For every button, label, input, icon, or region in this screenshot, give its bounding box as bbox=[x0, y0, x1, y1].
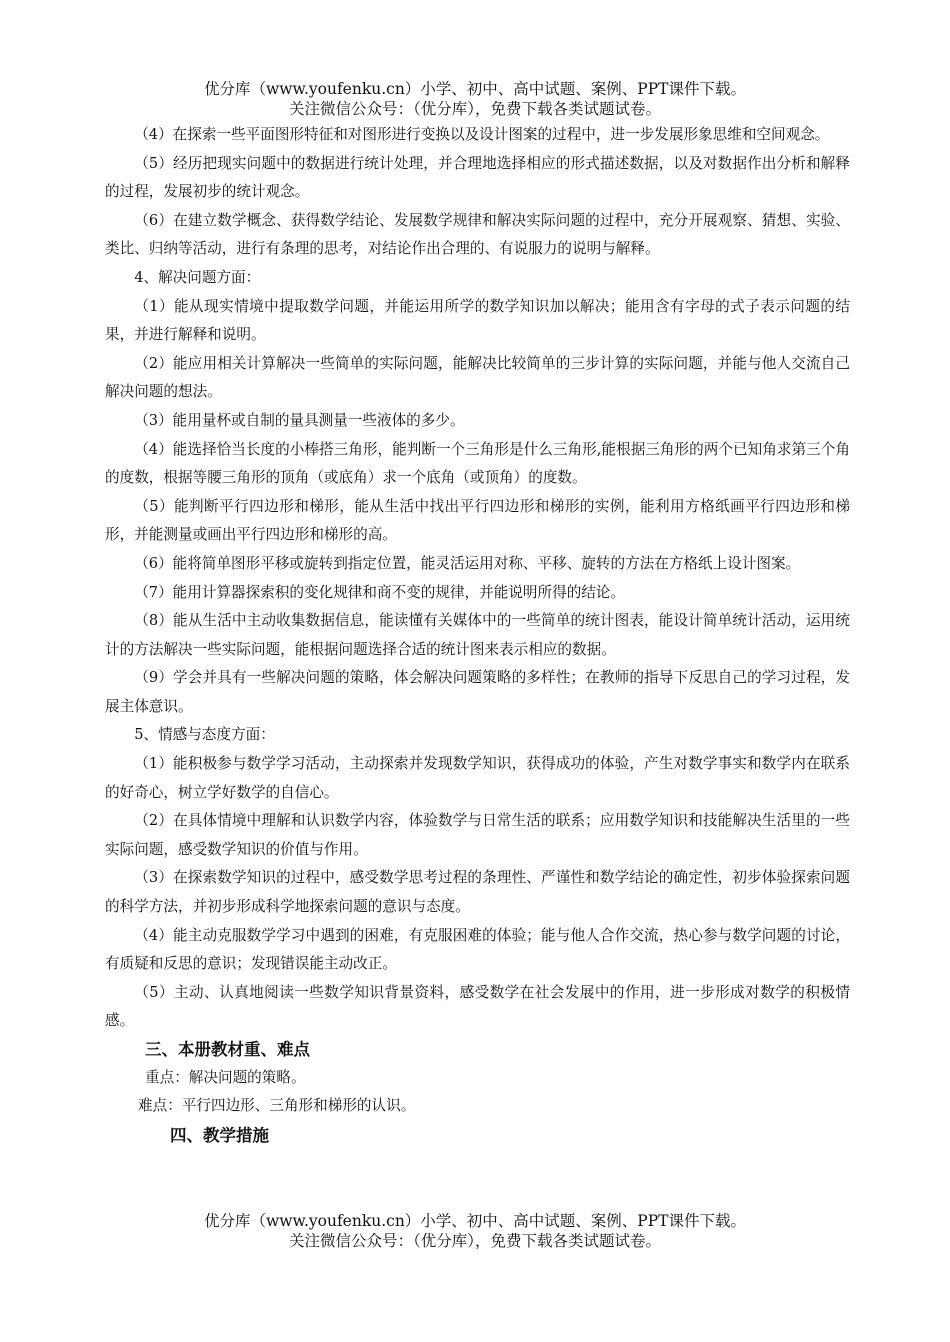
paragraph: （6）在建立数学概念、获得数学结论、发展数学规律和解决实际问题的过程中，充分开展观察、猜想、实验、类比、归纳等活动，进行有条理的思考，对结论作出合理的、有说服力的说明与解释。 bbox=[105, 211, 850, 258]
paragraph: （4）能主动克服数学学习中遇到的困难，有克服困难的体验；能与他人合作交流，热心参与数学问题的讨论，有质疑和反思的意识；发现错误能主动改正。 bbox=[105, 926, 850, 973]
paragraph: （5）能判断平行四边形和梯形，能从生活中找出平行四边形和梯形的实例，能利用方格纸画平行四边形和梯形，并能测量或画出平行四边形和梯形的高。 bbox=[105, 497, 850, 544]
paragraph: （1）能从现实情境中提取数学问题，并能运用所学的数学知识加以解决；能用含有字母的式子表示问题的结果，并进行解释和说明。 bbox=[105, 297, 850, 344]
header-banner bbox=[0, 79, 950, 119]
document-body bbox=[105, 121, 850, 1150]
paragraph: （4）能选择恰当长度的小棒搭三角形，能判断一个三角形是什么三角形,能根据三角形的两个已知角求第三个角的度数，根据等腰三角形的顶角（或底角）求一个底角（或顶角）的度数。 bbox=[105, 440, 850, 487]
paragraph: （5）经历把现实问题中的数据进行统计处理，并合理地选择相应的形式描述数据，以及对数据作出分析和解释的过程，发展初步的统计观念。 bbox=[105, 154, 850, 201]
paragraph: （3）在探索数学知识的过程中，感受数学思考过程的条理性、严谨性和数学结论的确定性，初步体验探索问题的科学方法，并初步形成科学地探索问题的意识与态度。 bbox=[105, 869, 850, 916]
paragraph: （8）能从生活中主动收集数据信息，能读懂有关媒体中的一些简单的统计图表，能设计简单统计活动，运用统计的方法解决一些实际问题，能根据问题选择合适的统计图来表示相应的数据。 bbox=[105, 612, 850, 658]
paragraph: （3）能用量杯或自制的量具测量一些液体的多少。 bbox=[134, 411, 465, 429]
banner-line-1: 优分库（www.youfenku.cn）小学、初中、高中试题、案例、PPT课件下载。 bbox=[203, 1212, 747, 1230]
banner-line-2: 关注微信公众号：（优分库），免费下载各类试题试卷。 bbox=[288, 1232, 661, 1250]
subsection-heading: 4、解决问题方面： bbox=[134, 268, 261, 286]
difficult-point: 难点：平行四边形、三角形和梯形的认识。 bbox=[138, 1097, 416, 1114]
section-heading: 三、本册教材重、难点 bbox=[145, 1040, 310, 1059]
paragraph: （2）在具体情境中理解和认识数学内容，体验数学与日常生活的联系；应用数学知识和技能解决生活里的一些实际问题，感受数学知识的价值与作用。 bbox=[105, 812, 850, 858]
subsection-heading: 5、情感与态度方面： bbox=[134, 726, 275, 744]
paragraph: （2）能应用相关计算解决一些简单的实际问题，能解决比较简单的三步计算的实际问题，并能与他人交流自己解决问题的想法。 bbox=[105, 354, 850, 401]
paragraph: （6）能将简单图形平移或旋转到指定位置，能灵活运用对称、平移、旋转的方法在方格纸上设计图案。 bbox=[134, 554, 801, 572]
paragraph: （9）学会并具有一些解决问题的策略，体会解决问题策略的多样性；在教师的指导下反思自己的学习过程，发展主体意识。 bbox=[105, 669, 850, 715]
section-heading: 四、教学措施 bbox=[170, 1126, 269, 1145]
paragraph: （5）主动、认真地阅读一些数学知识背景资料，感受数学在社会发展中的作用，进一步形成对数学的积极情感。 bbox=[105, 983, 850, 1030]
paragraph: （4）在探索一些平面图形特征和对图形进行变换以及设计图案的过程中，进一步发展形象思维和空间观念。 bbox=[134, 126, 830, 143]
banner-line-2: 关注微信公众号：（优分库），免费下载各类试题试卷。 bbox=[288, 100, 661, 118]
paragraph: （1）能积极参与数学学习活动，主动探索并发现数学知识，获得成功的体验，产生对数学事实和数学内在联系的好奇心，树立学好数学的自信心。 bbox=[105, 755, 850, 801]
paragraph: （7）能用计算器探索积的变化规律和商不变的规律，并能说明所得的结论。 bbox=[134, 583, 626, 601]
key-point: 重点：解决问题的策略。 bbox=[145, 1069, 306, 1086]
footer-banner bbox=[0, 1211, 950, 1251]
banner-line-1: 优分库（www.youfenku.cn）小学、初中、高中试题、案例、PPT课件下载。 bbox=[203, 80, 747, 98]
